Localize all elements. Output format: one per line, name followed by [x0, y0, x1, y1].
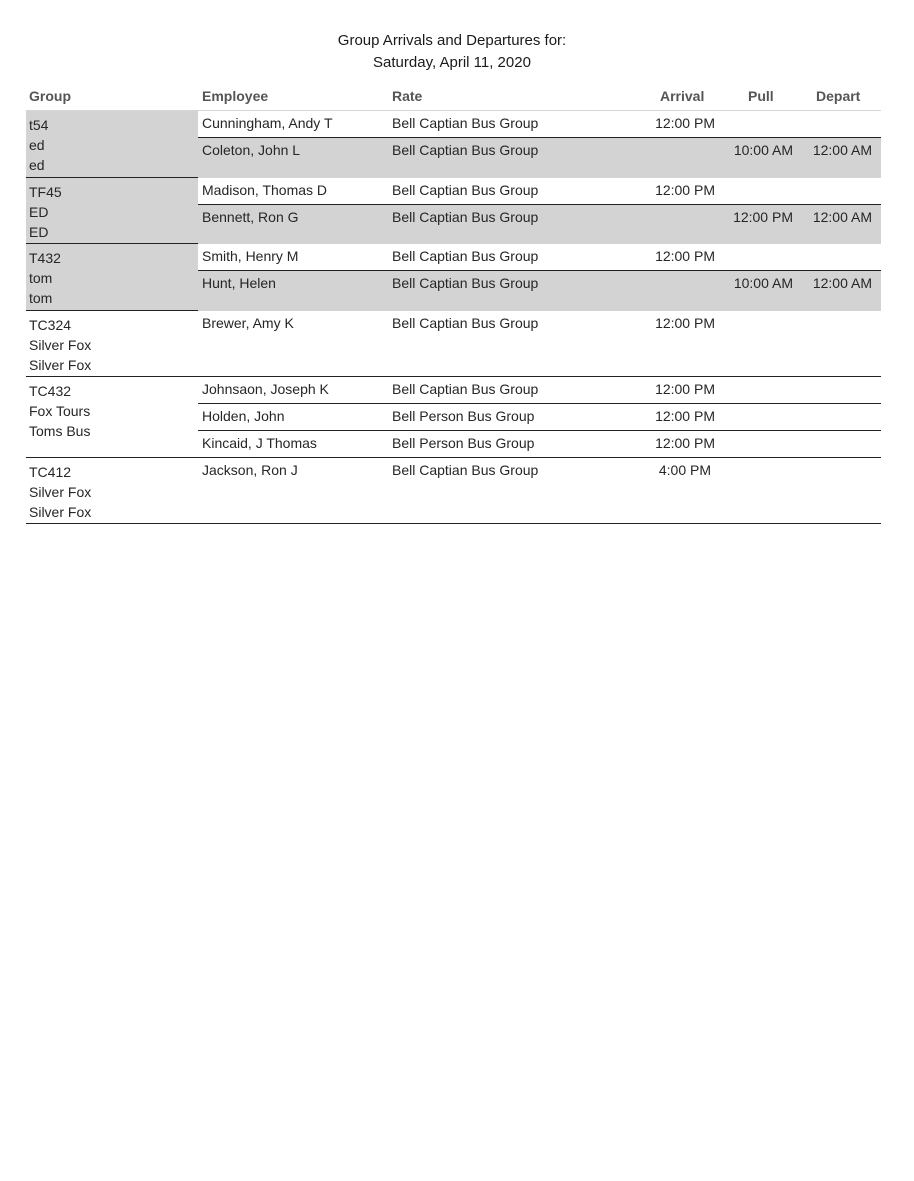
group-code: TC412	[29, 464, 72, 480]
rate: Bell Person Bus Group	[392, 408, 535, 424]
group-line3: ed	[29, 157, 45, 173]
column-header-group: Group	[29, 88, 71, 104]
arrival-time: 12:00 PM	[655, 182, 715, 198]
table-row	[198, 403, 881, 430]
arrival-time: 12:00 PM	[655, 381, 715, 397]
employee-name: Smith, Henry M	[202, 248, 299, 264]
group-line2: tom	[29, 270, 53, 286]
group-line2: Silver Fox	[29, 484, 92, 500]
employee-name: Kincaid, J Thomas	[202, 435, 317, 451]
table-row	[198, 458, 881, 484]
group-line2: Silver Fox	[29, 337, 92, 353]
group-line3: Silver Fox	[29, 357, 92, 373]
rate: Bell Captian Bus Group	[392, 381, 539, 397]
employee-name: Bennett, Ron G	[202, 209, 299, 225]
rate: Bell Captian Bus Group	[392, 315, 539, 331]
group-code: T432	[29, 250, 61, 266]
group-line3: Toms Bus	[29, 423, 91, 439]
group-cell	[26, 311, 198, 376]
table-row	[198, 270, 881, 311]
group-line3: Silver Fox	[29, 504, 92, 520]
group-cell	[26, 244, 198, 310]
employee-name: Holden, John	[202, 408, 285, 424]
group-code: t54	[29, 117, 49, 133]
group-line3: ED	[29, 224, 49, 240]
report-title: Group Arrivals and Departures for:	[337, 32, 567, 49]
rate: Bell Captian Bus Group	[392, 462, 539, 478]
pull-time: 12:00 PM	[733, 209, 793, 225]
column-header-pull: Pull	[748, 88, 774, 104]
group-code: TF45	[29, 184, 62, 200]
group-block	[26, 111, 881, 178]
pull-time: 10:00 AM	[733, 142, 793, 158]
group-line3: tom	[29, 290, 53, 306]
rate: Bell Captian Bus Group	[392, 275, 539, 291]
table-row	[198, 137, 881, 178]
group-cell	[26, 178, 198, 243]
table-row	[198, 311, 881, 337]
group-block	[26, 311, 881, 377]
arrival-time: 12:00 PM	[655, 115, 715, 131]
report-date: Saturday, April 11, 2020	[373, 54, 531, 71]
rate: Bell Captian Bus Group	[392, 248, 539, 264]
rate: Bell Captian Bus Group	[392, 182, 539, 198]
column-header-employee: Employee	[202, 88, 269, 104]
group-cell	[26, 458, 198, 523]
table-row	[198, 111, 881, 137]
group-code: TC432	[29, 383, 72, 399]
table-row	[198, 244, 881, 270]
employee-name: Johnsaon, Joseph K	[202, 381, 329, 397]
rate: Bell Person Bus Group	[392, 435, 535, 451]
table-row	[198, 377, 881, 403]
depart-time: 12:00 AM	[812, 209, 872, 225]
column-header-rate: Rate	[392, 88, 423, 104]
employee-name: Hunt, Helen	[202, 275, 276, 291]
column-header-depart: Depart	[816, 88, 861, 104]
employee-name: Cunningham, Andy T	[202, 115, 333, 131]
employee-name: Jackson, Ron J	[202, 462, 298, 478]
table-row	[198, 178, 881, 204]
pull-time: 10:00 AM	[733, 275, 793, 291]
employee-name: Brewer, Amy K	[202, 315, 294, 331]
group-cell	[26, 377, 198, 457]
arrival-time: 12:00 PM	[655, 248, 715, 264]
depart-time: 12:00 AM	[812, 275, 872, 291]
employee-name: Coleton, John L	[202, 142, 301, 158]
group-code: TC324	[29, 317, 72, 333]
group-cell	[26, 111, 198, 177]
group-block	[26, 244, 881, 311]
group-block	[26, 377, 881, 458]
arrival-time: 12:00 PM	[655, 408, 715, 424]
rate: Bell Captian Bus Group	[392, 209, 539, 225]
group-block	[26, 178, 881, 244]
table-row	[198, 430, 881, 458]
group-line2: ed	[29, 137, 45, 153]
table-row	[198, 204, 881, 244]
group-line2: ED	[29, 204, 49, 220]
rate: Bell Captian Bus Group	[392, 142, 539, 158]
arrival-time: 12:00 PM	[655, 315, 715, 331]
column-header-arrival: Arrival	[660, 88, 705, 104]
employee-name: Madison, Thomas D	[202, 182, 328, 198]
arrival-time: 4:00 PM	[658, 462, 711, 478]
rate: Bell Captian Bus Group	[392, 115, 539, 131]
group-line2: Fox Tours	[29, 403, 91, 419]
arrival-time: 12:00 PM	[655, 435, 715, 451]
group-block	[26, 458, 881, 524]
depart-time: 12:00 AM	[812, 142, 872, 158]
